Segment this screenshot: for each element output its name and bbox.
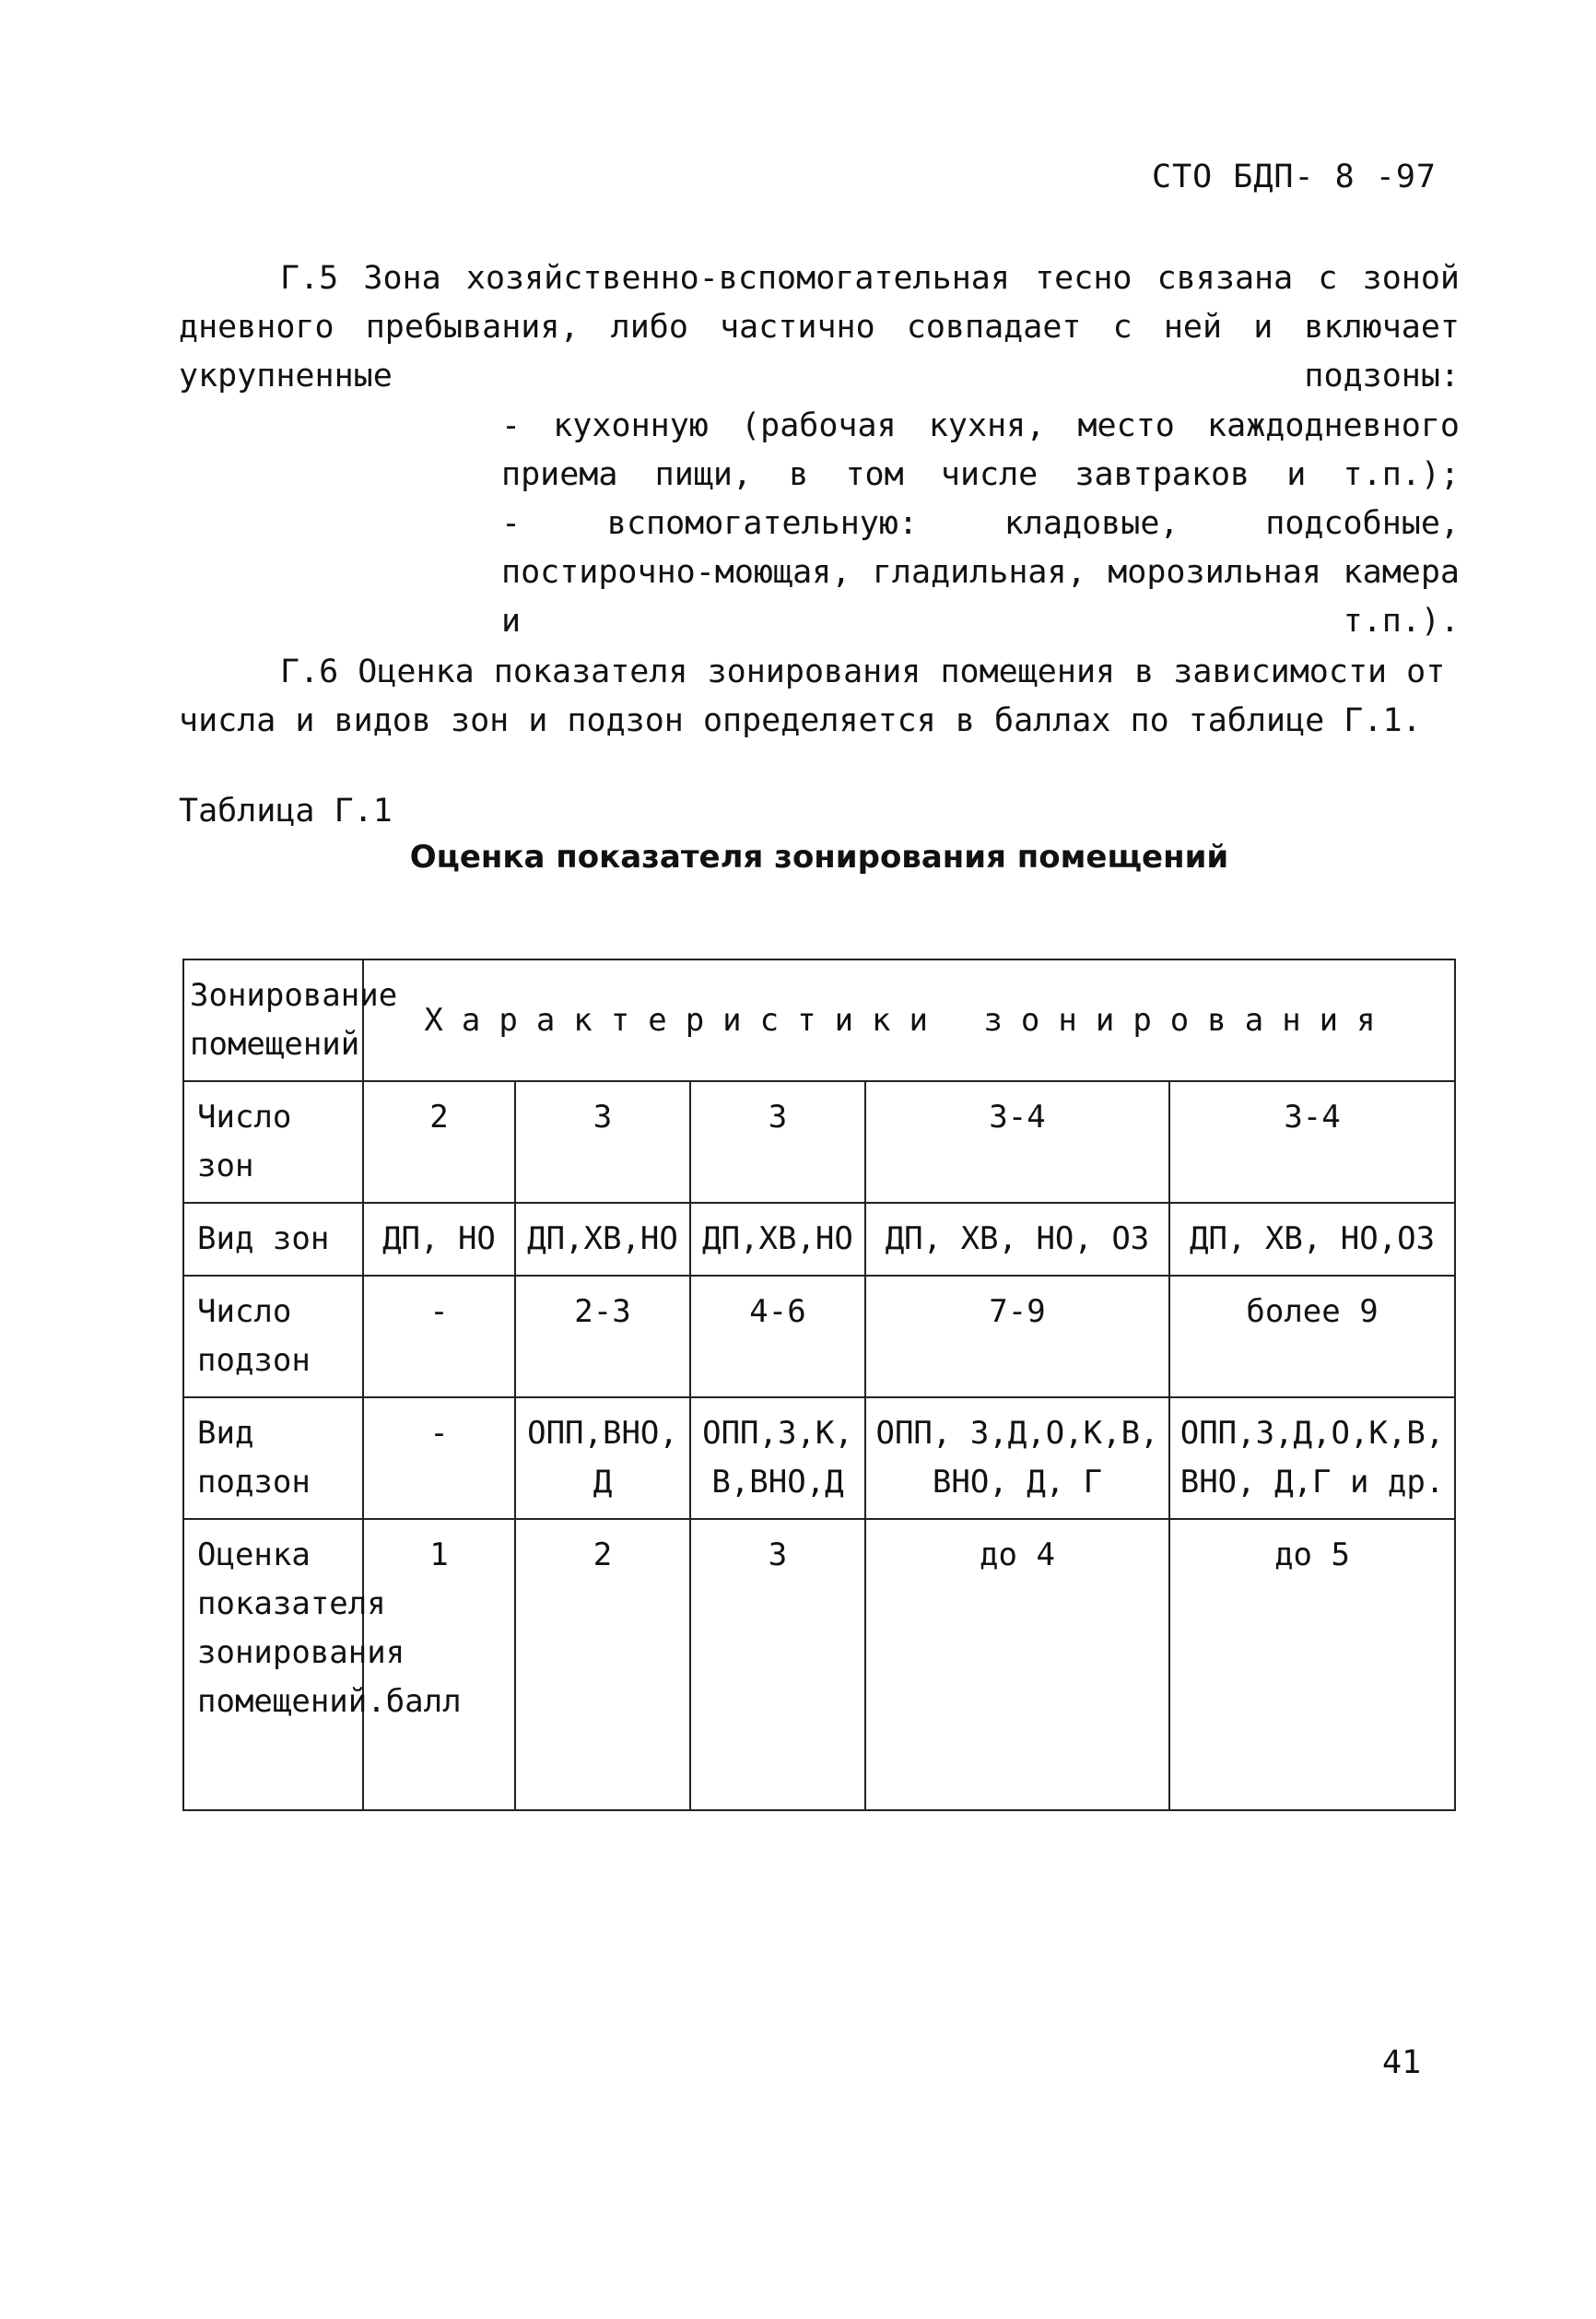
table-cell: более 9 [1169,1276,1455,1397]
table-cell: ОПП,ВНО, Д [515,1397,690,1519]
section-g5-list [501,402,1460,646]
table-header-row [183,959,1455,1081]
table-row [183,1081,1455,1203]
table-row [183,1397,1455,1519]
table-cell: 3 [690,1081,865,1203]
table-cell: ДП,ХВ,НО [515,1203,690,1276]
table-row [183,1276,1455,1397]
table-header-cell: Зонирование помещений [183,959,363,1081]
row-label: Число подзон [183,1276,363,1397]
table-cell: 4-6 [690,1276,865,1397]
page-number: 41 [1382,2044,1422,2081]
row-label: Вид зон [183,1203,363,1276]
zoning-table [182,959,1456,1811]
section-g6 [179,648,1460,746]
row-label: Число зон [183,1081,363,1203]
table-row [183,1519,1455,1810]
table-cell: ДП,ХВ,НО [690,1203,865,1276]
table-cell: ДП, НО [363,1203,515,1276]
table-cell: 2-3 [515,1276,690,1397]
section-g5-text: Г.5 Зона хозяйственно-вспомогательная тесно связана с зоной дневного пребывания, либо частично совпадает с ней и включает укрупненные подзоны: [179,260,1460,394]
table-cell: 3 [515,1081,690,1203]
list-item: - кухонную (рабочая кухня, место каждодневного приема пищи, в том числе завтраков и т.п.); [501,407,1460,493]
table-cell: ОПП,З,К, В,ВНО,Д [690,1397,865,1519]
table-cell: ДП, ХВ, НО,ОЗ [1169,1203,1455,1276]
table-header-cell: Характеристики зонирования [363,959,1455,1081]
table-row [183,1203,1455,1276]
table-title: Оценка показателя зонирования помещений [409,839,1229,876]
table-label: Таблица Г.1 [179,793,393,830]
table-cell: - [363,1397,515,1519]
table-cell: 7-9 [865,1276,1169,1397]
table-cell: до 4 [865,1519,1169,1810]
table-cell: 3 [690,1519,865,1810]
table-cell: 2 [363,1081,515,1203]
table-cell: ОПП,З,Д,О,К,В, ВНО, Д,Г и др. [1169,1397,1455,1519]
table-cell: до 5 [1169,1519,1455,1810]
list-item: - вспомогательную: кладовые, подсобные, постирочно-моющая, гладильная, морозильная камера и т.п.). [501,505,1460,640]
document-code: СТО БДП- 8 -97 [1152,159,1438,195]
table-cell: ДП, ХВ, НО, ОЗ [865,1203,1169,1276]
table-cell: 1 [363,1519,515,1810]
row-label: Вид подзон [183,1397,363,1519]
row-label: Оценка показателя зонирования помещений.балл [183,1519,363,1810]
section-g6-text: Г.6 Оценка показателя зонирования помещения в зависимости от числа и видов зон и подзон определяется в баллах по таблице Г.1. [179,653,1446,739]
section-g5 [179,254,1460,401]
table-cell: - [363,1276,515,1397]
table-cell: ОПП, З,Д,О,К,В, ВНО, Д, Г [865,1397,1169,1519]
table-cell: 3-4 [865,1081,1169,1203]
table-cell: 2 [515,1519,690,1810]
table-cell: 3-4 [1169,1081,1455,1203]
